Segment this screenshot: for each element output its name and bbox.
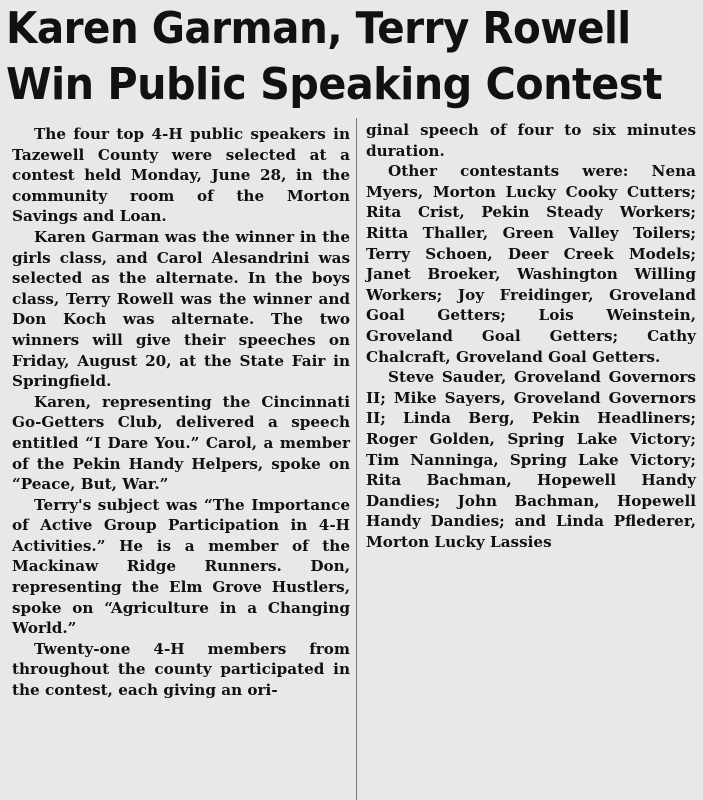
article-column-right [366, 120, 696, 552]
paragraph: Other contestants were: Nena Myers, Morton Lucky Cooky Cutters; Rita Crist, Pekin Steady Workers; Ritta Thaller, Green Valley Toilers; Terry Schoen, Deer Creek Models; Janet Broeker, Washington Willing Workers; Joy Freidinger, Groveland Goal Getters; Lois Weinstein, Groveland Goal Getters; Cathy Chalcraft, Groveland Goal Getters. [366, 162, 696, 366]
headline-line-2: Win Public Speaking Contest [6, 59, 662, 110]
paragraph: Karen Garman was the winner in the girls class, and Carol Alesandrini was selected as the alternate. In the boys class, Terry Rowell was the winner and Don Koch was alternate. The two winners will give their speeches on Friday, August 20, at the State Fair in Springfield. [12, 227, 350, 391]
paragraph: Karen, representing the Cincinnati Go-Getters Club, delivered a speech entitled “I Dare You.” Carol, a member of the Pekin Handy Helpers, spoke on “Peace, But, War.” [12, 392, 350, 494]
headline-line-1: Karen Garman, Terry Rowell [6, 3, 631, 54]
article-column-left [12, 124, 350, 701]
paragraph: Twenty-one 4-H members from throughout the county participated in the contest, each giving an ori- [12, 639, 350, 700]
paragraph: The four top 4-H public speakers in Tazewell County were selected at a contest held Monday, June 28, in the community room of the Morton Savings and Loan. [12, 125, 350, 226]
column-divider [356, 118, 357, 800]
paragraph: Terry's subject was “The Importance of Active Group Participation in 4-H Activities.” He is a member of the Mackinaw Ridge Runners. Don, representing the Elm Grove Hustlers, spoke on “Agriculture in a Changing World.” [12, 495, 350, 638]
paragraph-continuation: ginal speech of four to six minutes duration. [366, 121, 696, 160]
paragraph: Steve Sauder, Groveland Governors II; Mike Sayers, Groveland Governors II; Linda Berg, Pekin Headliners; Roger Golden, Spring Lake Victory; Tim Nanninga, Spring Lake Victory; Rita Bachman, Hopewell Handy Dandies; John Bachman, Hopewell Handy Dandies; and Linda Pflederer, Morton Lucky Lassies [366, 368, 696, 551]
